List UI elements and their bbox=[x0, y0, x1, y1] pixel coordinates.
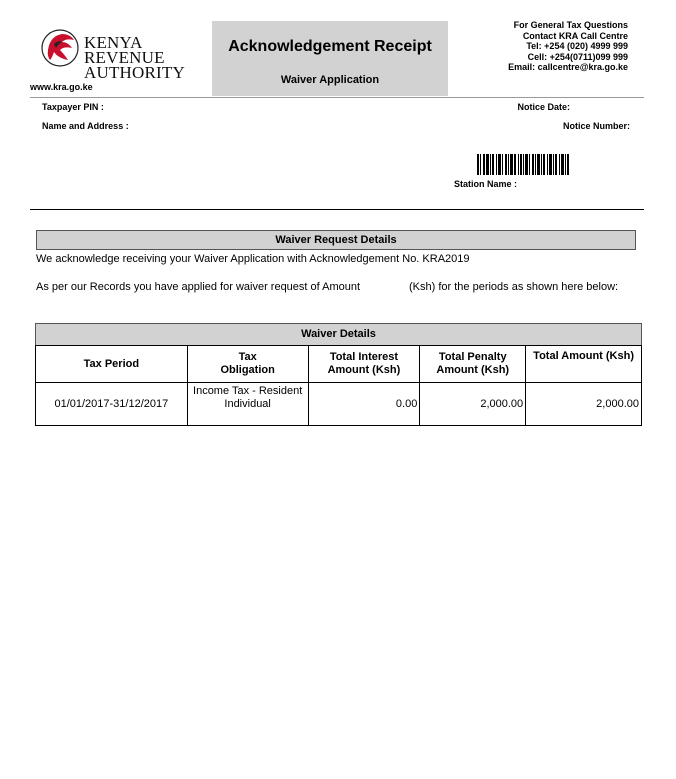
col-header-total-amount: Total Amount (Ksh) bbox=[526, 346, 642, 383]
contact-line: For General Tax Questions bbox=[513, 20, 628, 30]
name-address-label: Name and Address : bbox=[42, 121, 129, 131]
section-divider bbox=[30, 209, 644, 210]
title-box bbox=[212, 21, 448, 96]
table-row bbox=[36, 383, 642, 426]
station-name-label: Station Name : bbox=[454, 179, 518, 189]
contact-email[interactable]: Email: callcentre@kra.go.ke bbox=[508, 62, 628, 72]
kra-logo bbox=[40, 28, 202, 82]
waiver-details-heading: Waiver Details bbox=[35, 323, 642, 346]
amount-text-prefix: As per our Records you have applied for waiver request of Amount bbox=[36, 281, 361, 293]
acknowledgement-text: We acknowledge receiving your Waiver Application with Acknowledgement No. KRA2019 bbox=[36, 253, 470, 265]
amount-text-suffix: (Ksh) for the periods as shown here below: bbox=[409, 281, 619, 293]
notice-number-label: Notice Number: bbox=[562, 121, 630, 131]
website-link[interactable]: www.kra.go.ke bbox=[30, 82, 93, 92]
col-header-tax-period: Tax Period bbox=[36, 346, 188, 383]
col-header-tax-obligation: Tax Obligation bbox=[187, 346, 308, 383]
cell-total-amount: 2,000.00 bbox=[526, 383, 642, 426]
waiver-details-table bbox=[35, 345, 642, 426]
taxpayer-pin-label: Taxpayer PIN : bbox=[42, 102, 104, 112]
col-header-total-penalty: Total Penalty Amount (Ksh) bbox=[420, 346, 526, 383]
cell-tax-obligation: Income Tax - Resident Individual bbox=[187, 383, 308, 426]
contact-info bbox=[508, 20, 628, 73]
contact-line: Contact KRA Call Centre bbox=[522, 30, 628, 41]
cell-tax-period: 01/01/2017-31/12/2017 bbox=[36, 383, 188, 426]
page-subtitle: Waiver Application bbox=[280, 74, 380, 86]
contact-line: Cell: +254(0711)099 999 bbox=[527, 51, 628, 62]
logo-wordmark bbox=[84, 35, 202, 80]
logo-line-2: AUTHORITY bbox=[84, 63, 185, 82]
header-divider bbox=[30, 97, 644, 98]
col-header-total-interest: Total Interest Amount (Ksh) bbox=[308, 346, 420, 383]
contact-line: Tel: +254 (020) 4999 999 bbox=[526, 41, 628, 51]
page-title: Acknowledgement Receipt bbox=[228, 38, 432, 55]
table-header-row bbox=[36, 346, 642, 383]
waiver-request-heading: Waiver Request Details bbox=[36, 230, 636, 250]
cell-total-interest: 0.00 bbox=[308, 383, 420, 426]
cell-total-penalty: 2,000.00 bbox=[420, 383, 526, 426]
barcode-icon bbox=[477, 154, 569, 175]
lion-emblem-icon bbox=[40, 28, 80, 68]
notice-date-label: Notice Date: bbox=[517, 102, 570, 112]
logo-line-1: KENYA REVENUE bbox=[84, 33, 165, 67]
